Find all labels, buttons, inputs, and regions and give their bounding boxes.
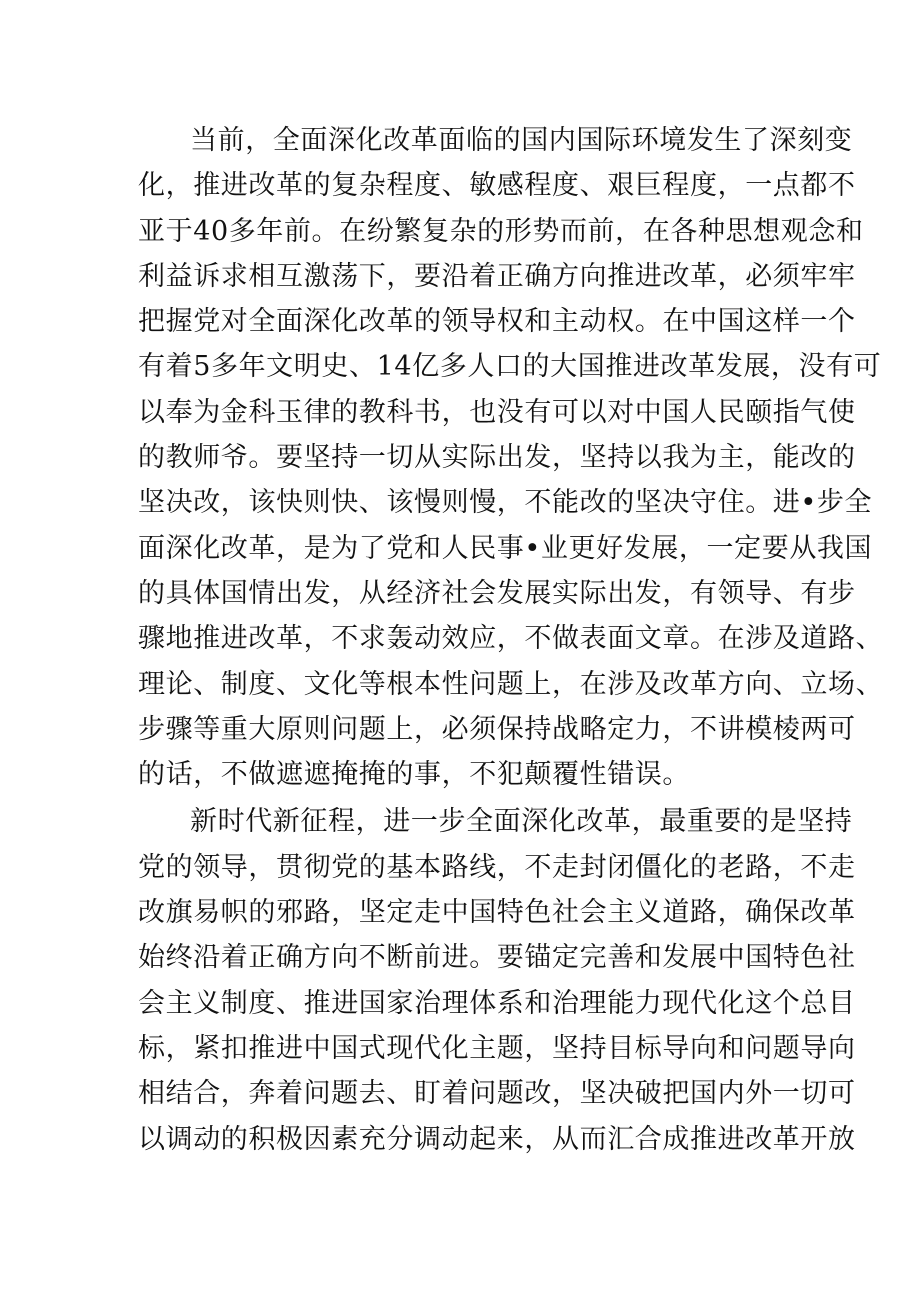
text-line: 化，推进改革的复杂程度、敏感程度、艰巨程度，一点都不 [138,170,856,202]
text-line: 步骤等重大原则问题上，必须保持战略定力，不讲模棱两可 [138,713,856,745]
text-line: 的话，不做遮遮掩掩的事，不犯颠覆性错误。 [138,759,690,791]
text-line: 亚于40多年前。在纷繁复杂的形势而前，在各种思想观念和 [138,215,864,247]
text-line: 改旗易帜的邪路，坚定走中国特色社会主义道路，确保改革 [138,897,856,929]
text-line: 面深化改革，是为了党和人民事•业更好发展，一定要从我国 [138,532,873,564]
text-line: 以奉为金科玉律的教科书，也没有可以对中国人民颐指气使 [138,396,856,428]
text-line: 标，紧扣推进中国式现代化主题，坚持目标导向和问题导向 [138,1032,856,1064]
text-line: 理论、制度、文化等根本性问题上，在涉及改革方向、立场、 [138,668,884,700]
text-line: 以调动的积极因素充分调动起来，从而汇合成推进改革开放 [138,1123,856,1155]
text-line: 坚决改，该快则快、该慢则慢，不能改的坚决守住。进•步全 [138,487,873,519]
text-line: 新时代新征程，进一步全面深化改革，最重要的是坚持 [190,806,853,838]
text-line: 始终沿着正确方向不断前进。要锚定完善和发展中国特色社 [138,942,856,974]
text-line: 党的领导，贯彻党的基本路线，不走封闭僵化的老路，不走 [138,851,856,883]
text-line: 会主义制度、推进国家治理体系和治理能力现代化这个总目 [138,987,856,1019]
text-line: 的具体国情出发，从经济社会发展实际出发，有领导、有步 [138,577,856,609]
body-text [138,118,884,1162]
paragraph-2 [138,799,856,1161]
paragraph-1 [138,118,884,797]
text-line: 相结合，奔着问题去、盯着问题改，坚决破把国内外一切可 [138,1078,856,1110]
text-line: 当前，全面深化改革面临的国内国际环境发生了深刻变 [190,125,853,156]
text-line: 有着5多年文明史、14亿多人口的大国推进改革发展，没有可 [138,351,882,383]
text-line: 把握党对全面深化改革的领导权和主动权。在中国这样一个 [138,306,856,338]
text-line: 利益诉求相互激荡下，要沿着正确方向推进改革，必须牢牢 [138,260,856,292]
text-line: 的教师爷。要坚持一切从实际出发，坚持以我为主，能改的 [138,442,856,474]
text-line: 骤地推进改革，不求轰动效应，不做表面文章。在涉及道路、 [138,623,884,655]
